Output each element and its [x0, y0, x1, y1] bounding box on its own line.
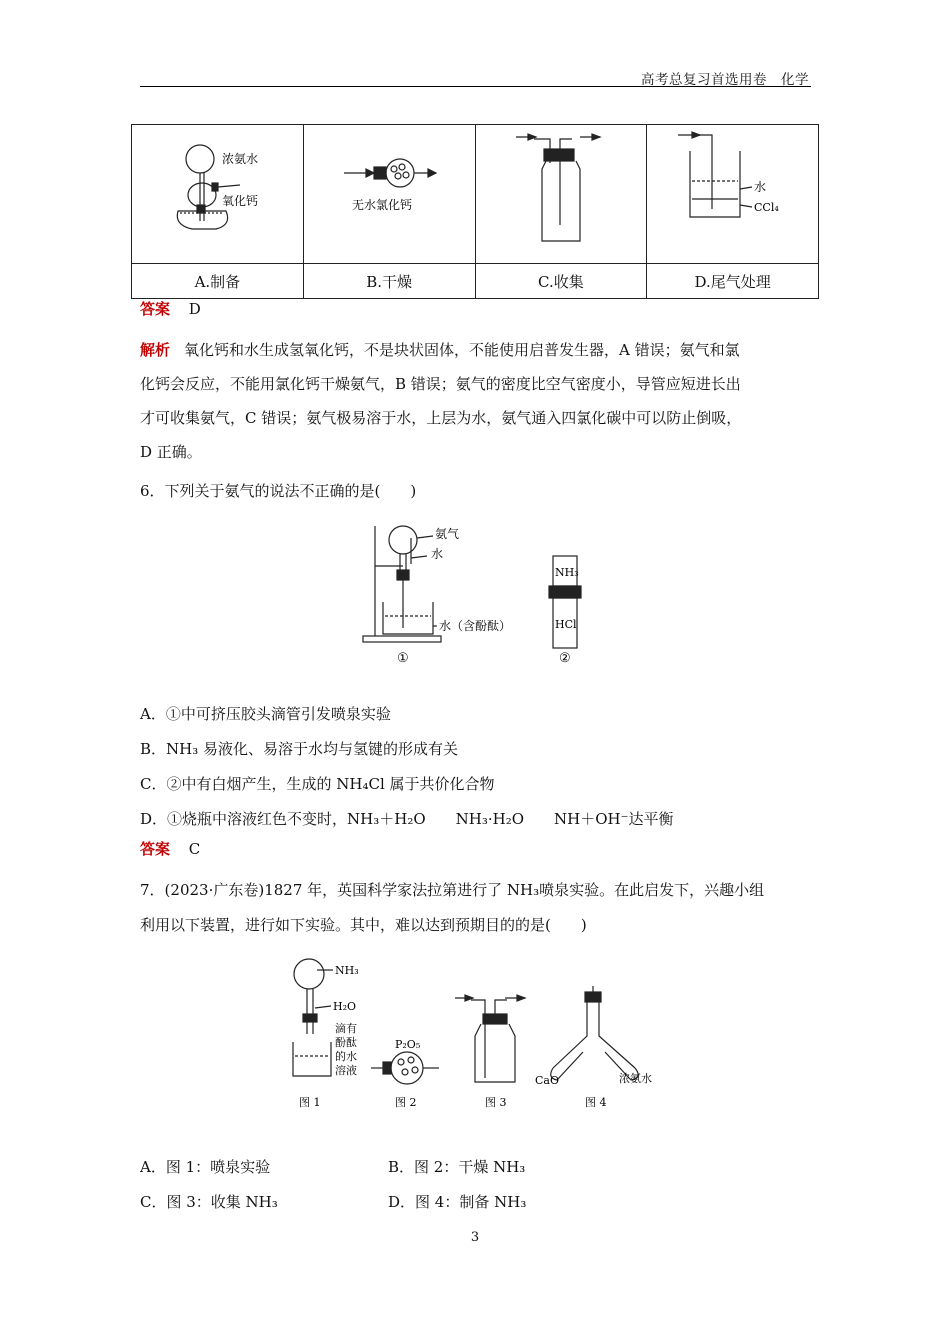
option-c-label: C.收集 [475, 264, 647, 299]
label-p2o5: P₂O₅ [395, 1038, 421, 1051]
drying-tube-figure [304, 125, 474, 259]
caption-fig-3: 图 3 [485, 1096, 507, 1109]
option-b-label: B.干燥 [303, 264, 475, 299]
gas-collecting-bottle-figure [476, 125, 646, 259]
analysis-line: D 正确。 [140, 443, 202, 461]
caption-fig-1: 图 1 [299, 1096, 321, 1109]
page-header [140, 66, 811, 87]
label-nh3-bottle: NH₃ [555, 566, 579, 579]
q5-options-table [131, 124, 819, 299]
analysis-line: 化钙会反应，不能用氯化钙干燥氨气，B 错误；氨气的密度比空气密度小，导管应短进长出 [140, 375, 741, 393]
caption-fig-2: 图 2 [395, 1096, 417, 1109]
answer-value: C [188, 840, 201, 858]
q7-stem-line: 7．(2023·广东卷)1827 年，英国科学家法拉第进行了 NH₃喷泉实验。在此启发下，兴趣小组 [140, 881, 765, 899]
q6-option-b: B．NH₃ 易液化、易溶于水均与氢键的形成有关 [140, 740, 459, 758]
q5-answer [140, 298, 201, 320]
analysis-line: 氧化钙和水生成氢氧化钙，不是块状固体，不能使用启普发生器，A 错误；氨气和氯 [184, 341, 740, 359]
label-solution-2: 酚酞 [335, 1036, 357, 1049]
label-hcl-bottle: HCl [555, 618, 577, 631]
q6-options [140, 697, 674, 837]
label-fig-1: ① [397, 651, 409, 666]
label-h2o: H₂O [333, 1000, 357, 1013]
q7-option-b: B．图 2：干燥 NH₃ [388, 1158, 526, 1176]
option-a-label: A.制备 [132, 264, 304, 299]
q7-stem [140, 873, 820, 943]
figure-d-cell [647, 125, 819, 264]
q6-figure [355, 518, 595, 668]
label-cao: 氧化钙 [222, 194, 259, 208]
label-water: 水 [753, 180, 766, 194]
label-fig-2: ② [559, 651, 571, 666]
q7-option-c: C．图 3：收集 NH₃ [140, 1193, 278, 1211]
analysis-tag: 解析 [140, 341, 171, 359]
q6-stem: 6．下列关于氨气的说法不正确的是( ) [140, 482, 417, 500]
label-cao: CaO [535, 1074, 559, 1087]
label-ccl4: CCl₄ [753, 201, 779, 214]
figure-b-cell [303, 125, 475, 264]
option-d-label: D.尾气处理 [647, 264, 819, 299]
label-phenolphthalein-water: 水（含酚酞） [439, 619, 512, 633]
header-title: 高考总复习首选用卷 化学 [641, 72, 809, 88]
label-conc-ammonia: 浓氨水 [619, 1072, 652, 1085]
q6-answer [140, 838, 200, 860]
q6-option-c: C．②中有白烟产生，生成的 NH₄Cl 属于共价化合物 [140, 775, 495, 793]
q6-option-d: D．①烧瓶中溶液红色不变时，NH₃＋H₂O NH₃·H₂O NH＋OH⁻达平衡 [140, 810, 674, 828]
label-conc-ammonia: 浓氨水 [222, 152, 259, 166]
q7-option-a: A．图 1：喷泉实验 [140, 1158, 271, 1176]
page-number: 3 [470, 1230, 480, 1245]
label-water: 水 [431, 547, 444, 561]
q5-analysis [140, 333, 820, 469]
q7-stem-line: 利用以下装置，进行如下实验。其中，难以达到预期目的的是( ) [140, 916, 587, 934]
label-nh3-gas: 氨气 [435, 527, 460, 541]
label-anhydrous-cacl2: 无水氯化钙 [352, 198, 413, 212]
answer-tag: 答案 [140, 840, 171, 858]
answer-value: D [188, 300, 201, 318]
label-nh3: NH₃ [335, 964, 359, 977]
label-solution-3: 的水 [335, 1050, 357, 1063]
analysis-line: 才可收集氨气，C 错误；氨气极易溶于水，上层为水，氨气通入四氯化碳中可以防止倒吸， [140, 409, 742, 427]
label-solution-1: 滴有 [335, 1022, 357, 1035]
q7-option-d: D．图 4：制备 NH₃ [388, 1193, 527, 1211]
tail-gas-absorption-figure [648, 125, 818, 259]
caption-fig-4: 图 4 [585, 1096, 607, 1109]
label-solution-4: 溶液 [335, 1064, 357, 1077]
figure-a-cell [132, 125, 304, 264]
answer-tag: 答案 [140, 300, 171, 318]
q6-option-a: A．①中可挤压胶头滴管引发喷泉实验 [140, 705, 391, 723]
q7-figure [285, 950, 675, 1120]
figure-c-cell [475, 125, 647, 264]
kipp-generator-figure [132, 125, 302, 259]
